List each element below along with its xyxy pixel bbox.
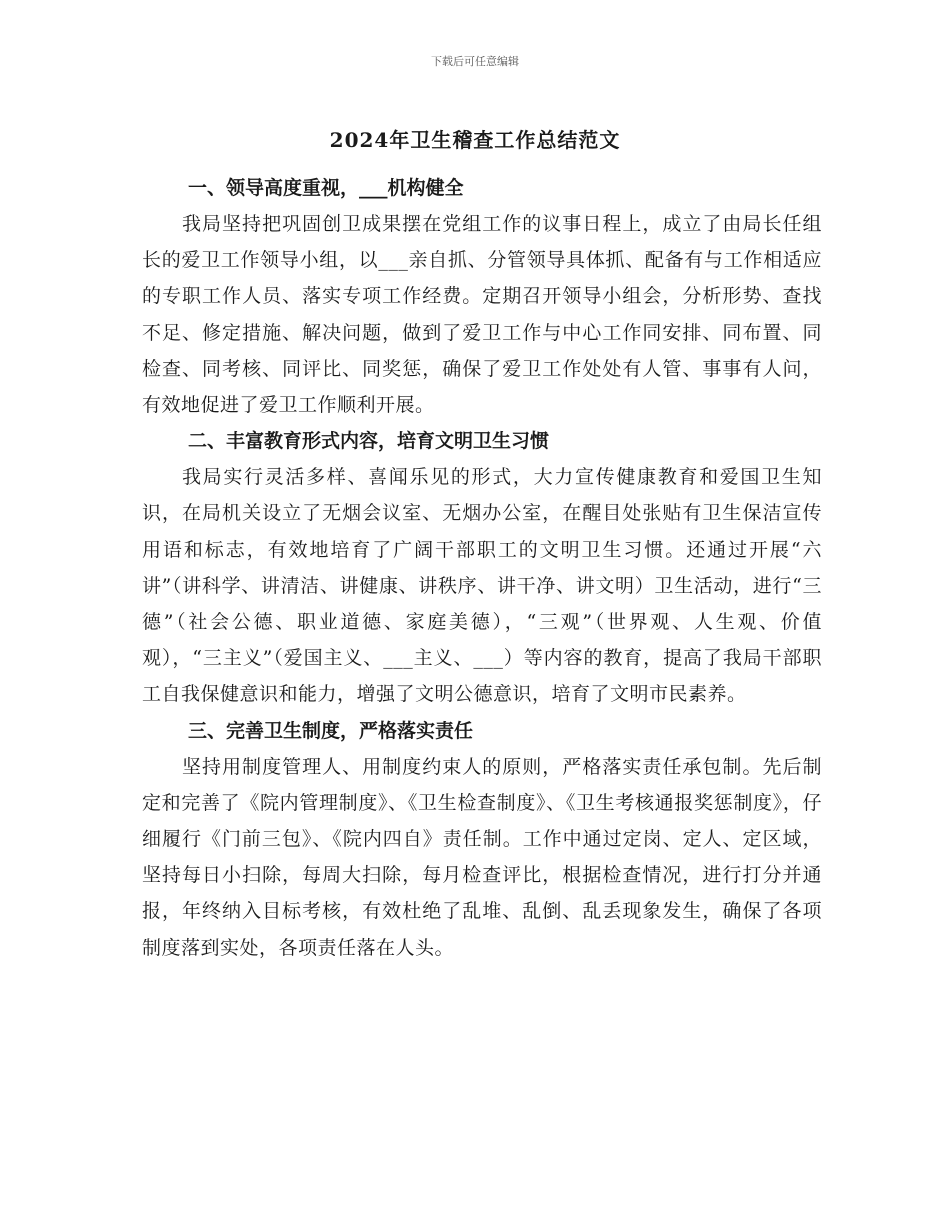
section-heading: 三、完善卫生制度，严格落实责任 — [188, 719, 474, 742]
section-3 — [142, 713, 822, 966]
document-body — [142, 170, 822, 966]
document-title: 2024年卫生稽查工作总结范文 — [329, 128, 621, 152]
section-paragraph: 我局坚持把巩固创卫成果摆在党组工作的议事日程上，成立了由局长任组长的爱卫工作领导小组，以___亲自抓、分管领导具体抓、配备有与工作相适应的专职工作人员、落实专项工作经费。定期召开领导小组会，分析形势、查找不足、修定措施、解决问题，做到了爱卫工作与中心工作同安排、同布置、同检查、同考核、同评比、同奖惩，确保了爱卫工作处处有人管、事事有人问，有效地促进了爱卫工作顺利开展。 — [142, 213, 822, 417]
section-heading: 二、丰富教育形式内容，培育文明卫生习惯 — [188, 430, 550, 453]
section-paragraph: 坚持用制度管理人、用制度约束人的原则，严格落实责任承包制。先后制定和完善了《院内管理制度》、《卫生检查制度》、《卫生考核通报奖惩制度》，仔细履行《门前三包》、《院内四自》责任制。工作中通过定岗、定人、定区域，坚持每日小扫除，每周大扫除，每月检查评比，根据检查情况，进行打分并通报，年终纳入目标考核，有效杜绝了乱堆、乱倒、乱丢现象发生，确保了各项制度落到实处，各项责任落在人头。 — [142, 755, 822, 959]
section-heading: 一、领导高度重视，___机构健全 — [188, 177, 464, 199]
section-1 — [142, 170, 822, 423]
section-2 — [142, 423, 822, 712]
header-note: 下载后可任意编辑 — [431, 55, 519, 68]
section-paragraph: 我局实行灵活多样、喜闻乐见的形式，大力宣传健康教育和爱国卫生知识，在局机关设立了无烟会议室、无烟办公室，在醒目处张贴有卫生保洁宣传用语和标志，有效地培育了广阔干部职工的文明卫生习惯。还通过开展“六讲”（讲科学、讲清洁、讲健康、讲秩序、讲干净、讲文明）卫生活动，进行“三德”（社会公德、职业道德、家庭美德），“三观”（世界观、人生观、价值观），“三主义”（爱国主义、___主义、___）等内容的教育，提高了我局干部职工自我保健意识和能力，增强了文明公德意识，培育了文明市民素养。 — [142, 466, 822, 706]
